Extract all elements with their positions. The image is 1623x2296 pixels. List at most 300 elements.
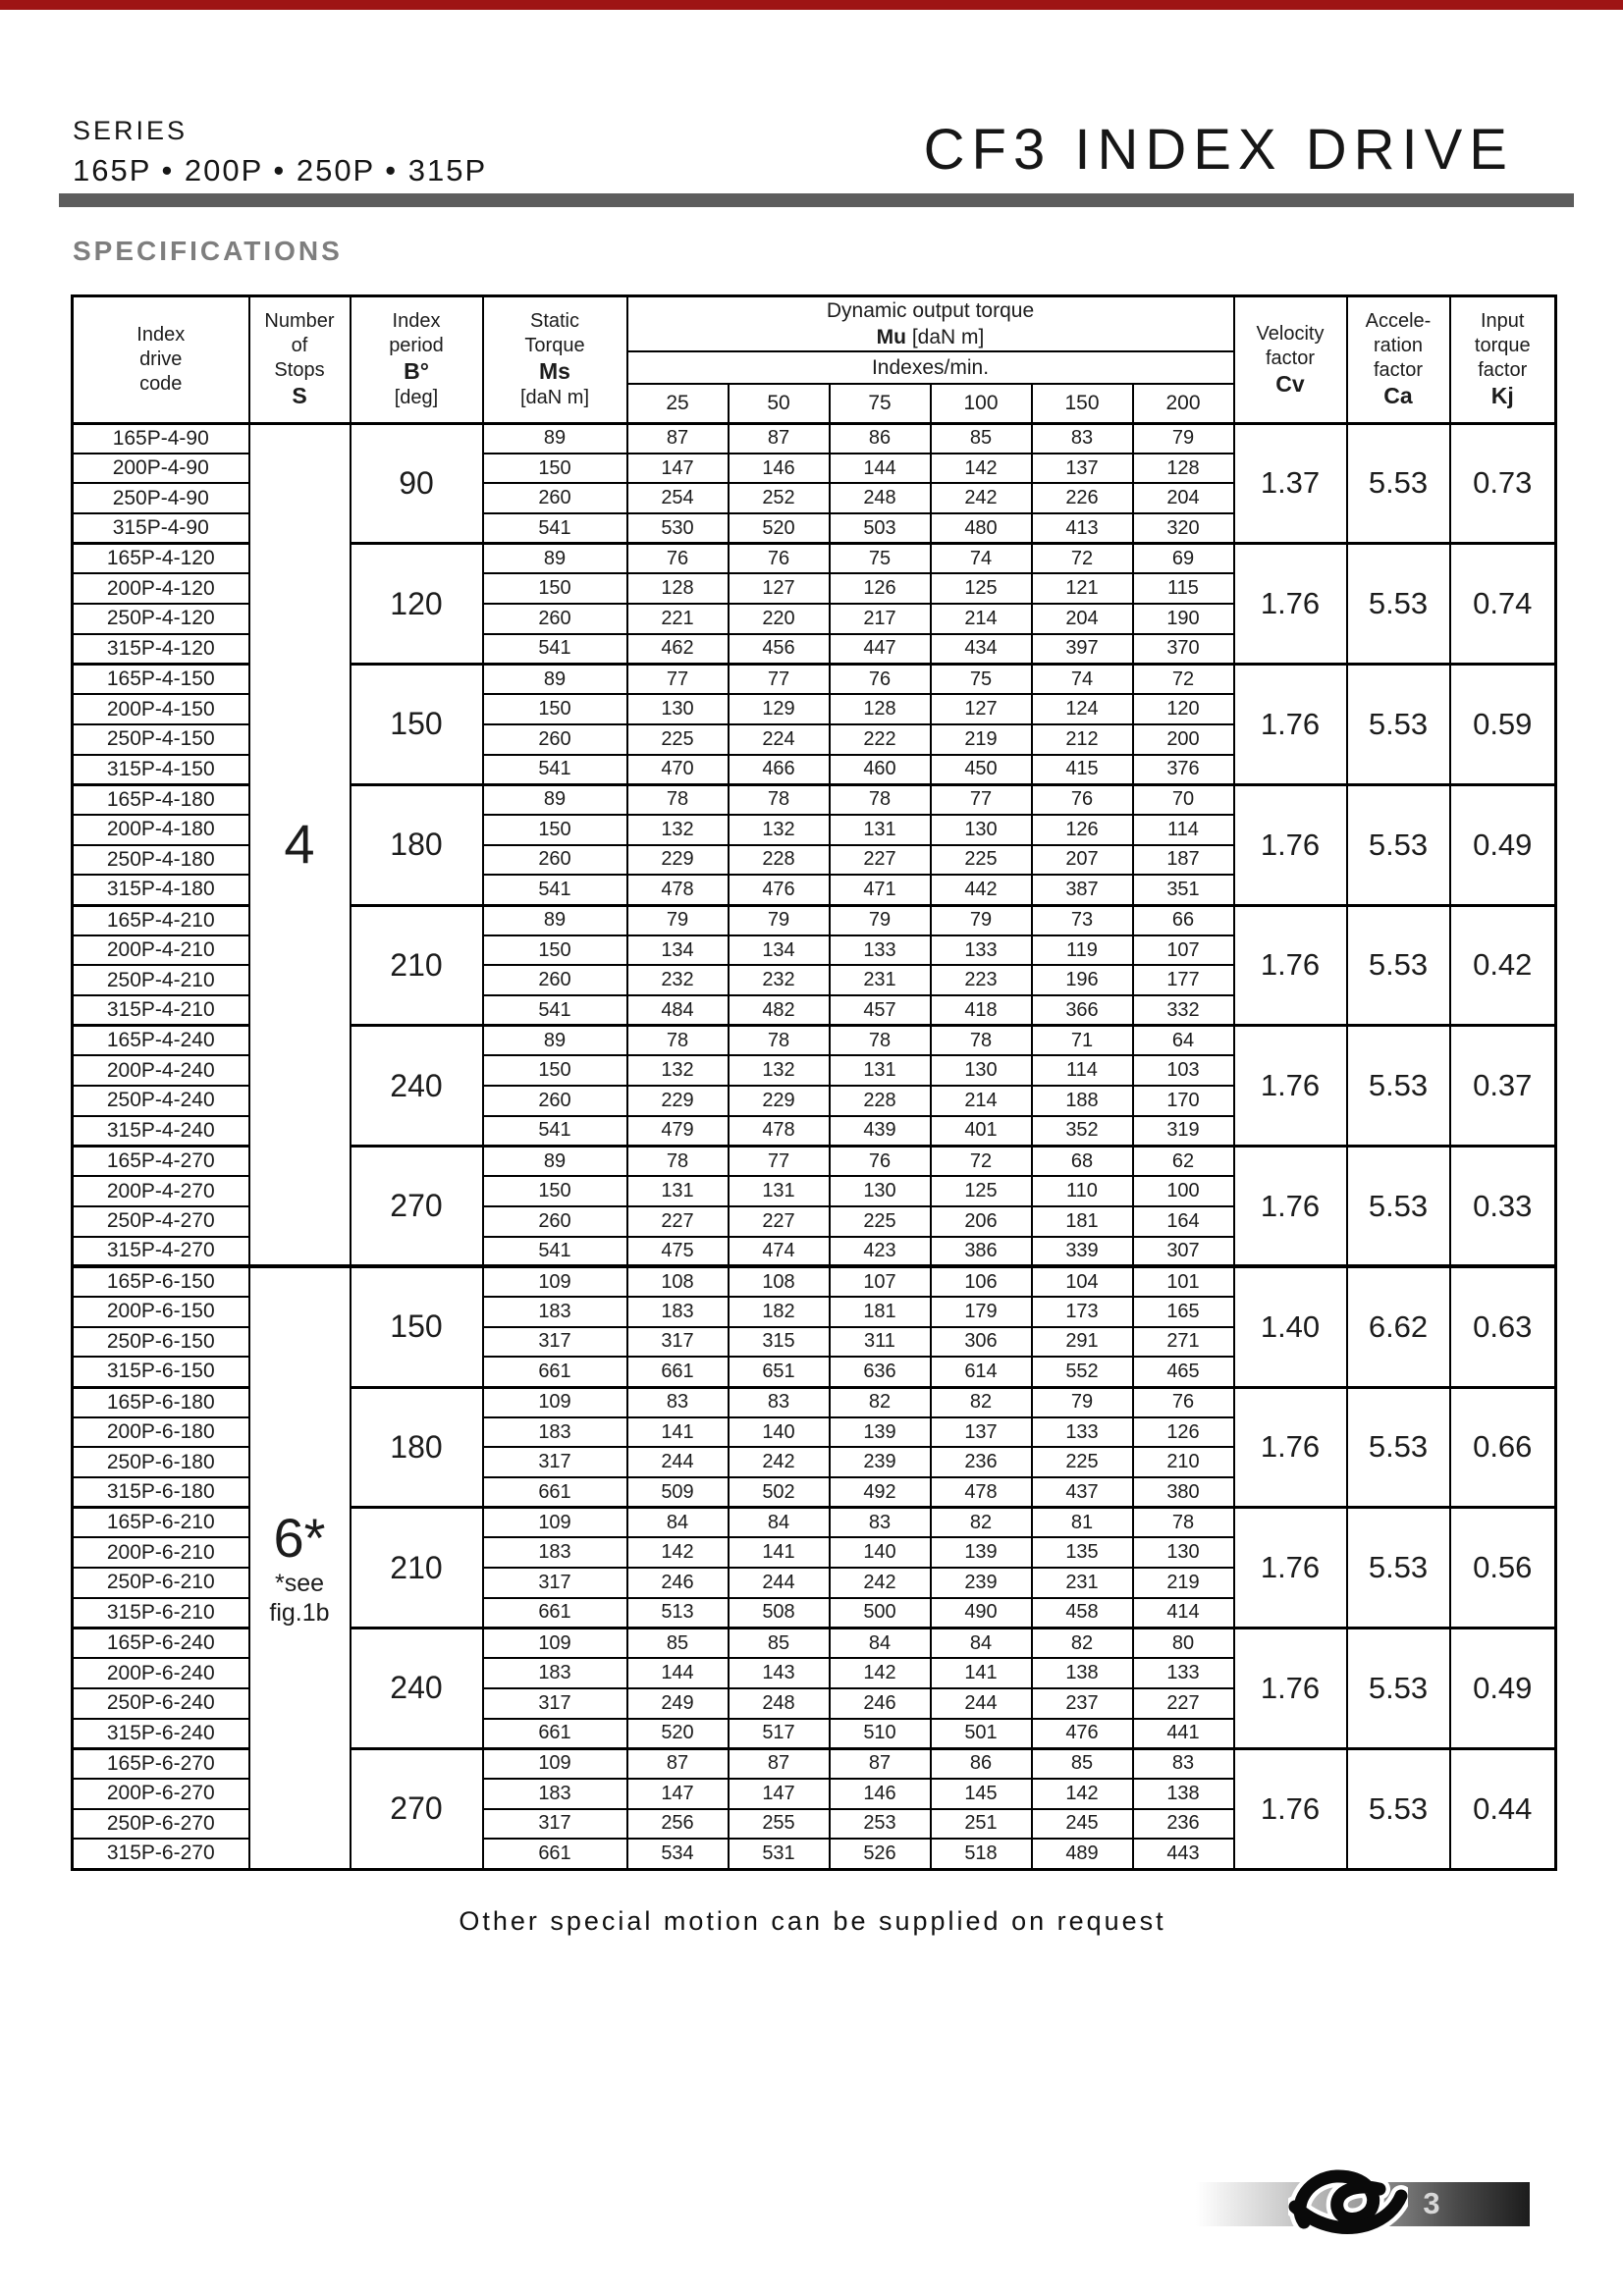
index-drive-code-cell: 165P-4-180: [73, 784, 249, 815]
page-title: CF3 INDEX DRIVE: [923, 118, 1514, 182]
dynamic-torque-cell: 127: [931, 694, 1032, 724]
dynamic-torque-cell: 210: [1133, 1447, 1234, 1477]
index-drive-code-cell: 165P-4-150: [73, 665, 249, 695]
dynamic-torque-cell: 492: [830, 1477, 931, 1508]
col-header-velocity-factor: [1234, 296, 1347, 424]
dynamic-torque-cell: 142: [1032, 1779, 1133, 1809]
dynamic-torque-cell: 229: [729, 1086, 830, 1116]
dynamic-torque-cell: 232: [729, 965, 830, 995]
header-line: drive: [139, 347, 183, 370]
dynamic-torque-cell: 442: [931, 875, 1032, 905]
acceleration-factor-cell: 5.53: [1347, 665, 1450, 785]
dynamic-torque-cell: 108: [627, 1266, 729, 1297]
dynamic-torque-cell: 72: [1133, 665, 1234, 695]
dynamic-torque-cell: 471: [830, 875, 931, 905]
dynamic-torque-cell: 236: [931, 1447, 1032, 1477]
dynamic-torque-cell: 513: [627, 1598, 729, 1629]
header-symbol: Ca: [1383, 383, 1413, 409]
col-header-speed: 150: [1032, 384, 1133, 423]
static-torque-cell: 89: [483, 1147, 627, 1177]
velocity-factor-cell: 1.76: [1234, 544, 1347, 665]
index-drive-code-cell: 315P-4-150: [73, 755, 249, 785]
dynamic-torque-cell: 219: [931, 724, 1032, 755]
dynamic-torque-cell: 636: [830, 1357, 931, 1387]
top-red-bar: [0, 0, 1623, 10]
dynamic-torque-cell: 80: [1133, 1629, 1234, 1659]
dynamic-torque-cell: 227: [627, 1206, 729, 1237]
dynamic-torque-cell: 456: [729, 634, 830, 665]
dynamic-torque-cell: 439: [830, 1116, 931, 1147]
dynamic-torque-cell: 170: [1133, 1086, 1234, 1116]
col-header-number-of-stops: [249, 296, 351, 424]
dynamic-torque-cell: 478: [931, 1477, 1032, 1508]
dynamic-torque-cell: 397: [1032, 634, 1133, 665]
dynamic-torque-cell: 143: [729, 1658, 830, 1688]
dynamic-torque-cell: 85: [729, 1629, 830, 1659]
table-row: [73, 1266, 1556, 1297]
input-torque-factor-cell: 0.42: [1450, 905, 1556, 1026]
index-period-cell: 210: [351, 1508, 483, 1629]
static-torque-cell: 109: [483, 1508, 627, 1538]
dynamic-torque-cell: 141: [627, 1417, 729, 1448]
dynamic-torque-cell: 370: [1133, 634, 1234, 665]
index-period-cell: 180: [351, 784, 483, 905]
static-torque-cell: 541: [483, 513, 627, 544]
dynamic-torque-cell: 311: [830, 1327, 931, 1358]
dynamic-torque-cell: 366: [1032, 995, 1133, 1026]
input-torque-factor-cell: 0.44: [1450, 1748, 1556, 1869]
dynamic-torque-cell: 188: [1032, 1086, 1133, 1116]
acceleration-factor-cell: 5.53: [1347, 1387, 1450, 1508]
dynamic-torque-cell: 78: [627, 784, 729, 815]
stops-cell: [249, 423, 351, 1266]
input-torque-factor-cell: 0.66: [1450, 1387, 1556, 1508]
static-torque-cell: 183: [483, 1658, 627, 1688]
dynamic-torque-cell: 315: [729, 1327, 830, 1358]
static-torque-cell: 183: [483, 1537, 627, 1568]
index-drive-code-cell: 315P-6-270: [73, 1839, 249, 1869]
dynamic-torque-cell: 132: [729, 1055, 830, 1086]
dynamic-torque-cell: 87: [729, 1748, 830, 1779]
dynamic-torque-cell: 227: [830, 845, 931, 876]
static-torque-cell: 541: [483, 1237, 627, 1267]
dynamic-torque-cell: 144: [830, 454, 931, 484]
static-torque-cell: 109: [483, 1629, 627, 1659]
dynamic-torque-cell: 85: [931, 423, 1032, 454]
dynamic-torque-cell: 147: [729, 1779, 830, 1809]
dynamic-torque-cell: 84: [830, 1629, 931, 1659]
dynamic-torque-cell: 64: [1133, 1026, 1234, 1056]
dynamic-torque-cell: 291: [1032, 1327, 1133, 1358]
dynamic-torque-cell: 225: [627, 724, 729, 755]
dynamic-torque-cell: 77: [729, 665, 830, 695]
dynamic-torque-cell: 82: [830, 1387, 931, 1417]
col-header-speed: 50: [729, 384, 830, 423]
static-torque-cell: 89: [483, 423, 627, 454]
dynamic-torque-cell: 475: [627, 1237, 729, 1267]
dynamic-torque-cell: 106: [931, 1266, 1032, 1297]
input-torque-factor-cell: 0.63: [1450, 1266, 1556, 1387]
index-period-cell: 240: [351, 1629, 483, 1749]
dynamic-torque-cell: 70: [1133, 784, 1234, 815]
index-drive-code-cell: 315P-6-240: [73, 1719, 249, 1749]
static-torque-cell: 150: [483, 573, 627, 604]
static-torque-cell: 109: [483, 1387, 627, 1417]
dynamic-torque-cell: 518: [931, 1839, 1032, 1869]
dynamic-torque-cell: 212: [1032, 724, 1133, 755]
dynamic-torque-cell: 207: [1032, 845, 1133, 876]
static-torque-cell: 541: [483, 634, 627, 665]
dynamic-torque-cell: 84: [729, 1508, 830, 1538]
dynamic-torque-cell: 130: [931, 815, 1032, 845]
dynamic-torque-cell: 190: [1133, 604, 1234, 634]
velocity-factor-cell: 1.76: [1234, 784, 1347, 905]
static-torque-cell: 89: [483, 784, 627, 815]
dynamic-torque-cell: 130: [627, 694, 729, 724]
velocity-factor-cell: 1.76: [1234, 1629, 1347, 1749]
col-header-index-period: [351, 296, 483, 424]
dynamic-torque-cell: 352: [1032, 1116, 1133, 1147]
static-torque-cell: 661: [483, 1598, 627, 1629]
static-torque-cell: 661: [483, 1719, 627, 1749]
input-torque-factor-cell: 0.37: [1450, 1026, 1556, 1147]
dynamic-torque-cell: 69: [1133, 544, 1234, 574]
dynamic-torque-cell: 76: [1133, 1387, 1234, 1417]
static-torque-cell: 541: [483, 995, 627, 1026]
dynamic-torque-cell: 79: [1133, 423, 1234, 454]
dynamic-torque-cell: 76: [1032, 784, 1133, 815]
dynamic-torque-cell: 502: [729, 1477, 830, 1508]
velocity-factor-cell: 1.76: [1234, 905, 1347, 1026]
dynamic-torque-cell: 131: [830, 1055, 931, 1086]
dynamic-torque-cell: 478: [627, 875, 729, 905]
header-line: factor: [1265, 347, 1316, 369]
dynamic-torque-cell: 401: [931, 1116, 1032, 1147]
table-row: [73, 423, 1556, 454]
dynamic-torque-cell: 179: [931, 1297, 1032, 1327]
dynamic-torque-cell: 204: [1032, 604, 1133, 634]
dynamic-torque-cell: 125: [931, 573, 1032, 604]
acceleration-factor-cell: 5.53: [1347, 784, 1450, 905]
static-torque-cell: 89: [483, 905, 627, 935]
static-torque-cell: 183: [483, 1779, 627, 1809]
dynamic-torque-cell: 76: [830, 1147, 931, 1177]
dynamic-torque-cell: 614: [931, 1357, 1032, 1387]
index-drive-code-cell: 165P-6-180: [73, 1387, 249, 1417]
header-line: Input: [1481, 310, 1525, 333]
dynamic-torque-cell: 126: [830, 573, 931, 604]
dynamic-torque-cell: 137: [1032, 454, 1133, 484]
dynamic-torque-cell: 231: [830, 965, 931, 995]
index-drive-code-cell: 250P-6-180: [73, 1447, 249, 1477]
index-drive-code-cell: 315P-6-150: [73, 1357, 249, 1387]
index-drive-code-cell: 165P-4-120: [73, 544, 249, 574]
index-drive-code-cell: 315P-4-270: [73, 1237, 249, 1267]
dynamic-torque-cell: 72: [931, 1147, 1032, 1177]
dynamic-torque-cell: 130: [931, 1055, 1032, 1086]
header-line: factor: [1478, 359, 1528, 382]
col-header-speed: 75: [830, 384, 931, 423]
index-drive-code-cell: 165P-4-270: [73, 1147, 249, 1177]
static-torque-cell: 260: [483, 845, 627, 876]
stops-note: *see: [274, 1570, 325, 1598]
dynamic-torque-cell: 75: [931, 665, 1032, 695]
index-drive-code-cell: 200P-4-240: [73, 1055, 249, 1086]
dynamic-torque-cell: 82: [931, 1387, 1032, 1417]
dynamic-torque-cell: 134: [729, 935, 830, 966]
col-header-speed: 25: [627, 384, 729, 423]
header-row: [73, 296, 1556, 352]
dynamic-torque-cell: 466: [729, 755, 830, 785]
dynamic-torque-cell: 133: [1133, 1658, 1234, 1688]
dynamic-torque-cell: 478: [729, 1116, 830, 1147]
dynamic-torque-cell: 226: [1032, 483, 1133, 513]
dynamic-torque-cell: 217: [830, 604, 931, 634]
dynamic-torque-cell: 83: [1032, 423, 1133, 454]
series-models: 165P • 200P • 250P • 315P: [73, 153, 488, 187]
col-header-input-torque-factor: [1450, 296, 1556, 424]
dynamic-torque-cell: 484: [627, 995, 729, 1026]
dynamic-torque-cell: 145: [931, 1779, 1032, 1809]
dynamic-torque-cell: 465: [1133, 1357, 1234, 1387]
index-drive-code-cell: 165P-6-270: [73, 1748, 249, 1779]
stops-note: fig.1b: [269, 1599, 330, 1628]
dynamic-torque-cell: 79: [830, 905, 931, 935]
dynamic-torque-cell: 232: [627, 965, 729, 995]
acceleration-factor-cell: 5.53: [1347, 1508, 1450, 1629]
dynamic-torque-cell: 237: [1032, 1688, 1133, 1719]
dynamic-torque-cell: 231: [1032, 1568, 1133, 1598]
dynamic-torque-cell: 223: [931, 965, 1032, 995]
index-drive-code-cell: 250P-6-210: [73, 1568, 249, 1598]
dynamic-torque-cell: 450: [931, 755, 1032, 785]
dynamic-torque-cell: 138: [1133, 1779, 1234, 1809]
dynamic-torque-cell: 133: [931, 935, 1032, 966]
input-torque-factor-cell: 0.73: [1450, 423, 1556, 544]
dynamic-torque-cell: 87: [830, 1748, 931, 1779]
dynamic-torque-cell: 76: [830, 665, 931, 695]
index-drive-code-cell: 165P-6-210: [73, 1508, 249, 1538]
dynamic-torque-cell: 508: [729, 1598, 830, 1629]
velocity-factor-cell: 1.40: [1234, 1266, 1347, 1387]
static-torque-cell: 150: [483, 1055, 627, 1086]
index-drive-code-cell: 250P-6-240: [73, 1688, 249, 1719]
velocity-factor-cell: 1.76: [1234, 665, 1347, 785]
dynamic-torque-cell: 126: [1032, 815, 1133, 845]
index-period-cell: 90: [351, 423, 483, 544]
dynamic-torque-cell: 129: [729, 694, 830, 724]
index-drive-code-cell: 315P-6-210: [73, 1598, 249, 1629]
col-header-static-torque: [483, 296, 627, 424]
dynamic-torque-cell: 140: [830, 1537, 931, 1568]
dynamic-torque-cell: 510: [830, 1719, 931, 1749]
dynamic-torque-cell: 86: [830, 423, 931, 454]
dynamic-torque-cell: 126: [1133, 1417, 1234, 1448]
dynamic-torque-cell: 254: [627, 483, 729, 513]
dynamic-torque-cell: 83: [729, 1387, 830, 1417]
dynamic-torque-cell: 128: [830, 694, 931, 724]
acceleration-factor-cell: 5.53: [1347, 1748, 1450, 1869]
dynamic-torque-cell: 501: [931, 1719, 1032, 1749]
dynamic-torque-cell: 79: [1032, 1387, 1133, 1417]
velocity-factor-cell: 1.37: [1234, 423, 1347, 544]
dynamic-torque-cell: 251: [931, 1809, 1032, 1840]
dynamic-torque-cell: 252: [729, 483, 830, 513]
dynamic-torque-cell: 380: [1133, 1477, 1234, 1508]
header-unit: [daN m]: [911, 326, 985, 348]
dynamic-torque-cell: 351: [1133, 875, 1234, 905]
dynamic-torque-cell: 68: [1032, 1147, 1133, 1177]
dynamic-torque-cell: 140: [729, 1417, 830, 1448]
dynamic-torque-cell: 182: [729, 1297, 830, 1327]
index-drive-code-cell: 165P-4-240: [73, 1026, 249, 1056]
input-torque-factor-cell: 0.33: [1450, 1147, 1556, 1267]
index-drive-code-cell: 315P-4-210: [73, 995, 249, 1026]
input-torque-factor-cell: 0.49: [1450, 1629, 1556, 1749]
index-period-cell: 120: [351, 544, 483, 665]
dynamic-torque-cell: 78: [729, 1026, 830, 1056]
dynamic-torque-cell: 413: [1032, 513, 1133, 544]
dynamic-torque-cell: 101: [1133, 1266, 1234, 1297]
dynamic-torque-cell: 139: [830, 1417, 931, 1448]
acceleration-factor-cell: 5.53: [1347, 905, 1450, 1026]
dynamic-torque-cell: 248: [729, 1688, 830, 1719]
stops-cell: [249, 1266, 351, 1869]
dynamic-torque-cell: 509: [627, 1477, 729, 1508]
static-torque-cell: 541: [483, 1116, 627, 1147]
dynamic-torque-cell: 78: [627, 1147, 729, 1177]
dynamic-torque-cell: 78: [729, 784, 830, 815]
dynamic-torque-cell: 319: [1133, 1116, 1234, 1147]
dynamic-torque-cell: 520: [729, 513, 830, 544]
dynamic-torque-cell: 306: [931, 1327, 1032, 1358]
dynamic-torque-cell: 651: [729, 1357, 830, 1387]
static-torque-cell: 661: [483, 1357, 627, 1387]
dynamic-torque-cell: 107: [1133, 935, 1234, 966]
dynamic-torque-cell: 387: [1032, 875, 1133, 905]
dynamic-torque-cell: 104: [1032, 1266, 1133, 1297]
dynamic-torque-cell: 503: [830, 513, 931, 544]
dynamic-torque-cell: 196: [1032, 965, 1133, 995]
velocity-factor-cell: 1.76: [1234, 1387, 1347, 1508]
dynamic-torque-cell: 146: [729, 454, 830, 484]
index-drive-code-cell: 165P-4-90: [73, 423, 249, 454]
dynamic-torque-cell: 181: [1032, 1206, 1133, 1237]
static-torque-cell: 260: [483, 1206, 627, 1237]
acceleration-factor-cell: 5.53: [1347, 1147, 1450, 1267]
index-drive-code-cell: 200P-6-180: [73, 1417, 249, 1448]
dynamic-torque-cell: 79: [627, 905, 729, 935]
dynamic-torque-cell: 242: [830, 1568, 931, 1598]
dynamic-torque-cell: 214: [931, 604, 1032, 634]
dynamic-torque-cell: 200: [1133, 724, 1234, 755]
index-period-cell: 150: [351, 1266, 483, 1387]
input-torque-factor-cell: 0.49: [1450, 784, 1556, 905]
dynamic-torque-cell: 320: [1133, 513, 1234, 544]
index-drive-code-cell: 250P-6-150: [73, 1327, 249, 1358]
dynamic-torque-cell: 110: [1032, 1176, 1133, 1206]
col-header-speed: 200: [1133, 384, 1234, 423]
index-period-cell: 240: [351, 1026, 483, 1147]
dynamic-torque-cell: 134: [627, 935, 729, 966]
static-torque-cell: 89: [483, 665, 627, 695]
index-drive-code-cell: 250P-4-210: [73, 965, 249, 995]
dynamic-torque-cell: 460: [830, 755, 931, 785]
static-torque-cell: 661: [483, 1839, 627, 1869]
dynamic-torque-cell: 441: [1133, 1719, 1234, 1749]
dynamic-torque-cell: 307: [1133, 1237, 1234, 1267]
header-symbol: B°: [404, 357, 429, 384]
dynamic-torque-cell: 386: [931, 1237, 1032, 1267]
dynamic-torque-cell: 114: [1133, 815, 1234, 845]
velocity-factor-cell: 1.76: [1234, 1748, 1347, 1869]
dynamic-torque-cell: 239: [830, 1447, 931, 1477]
static-torque-cell: 260: [483, 483, 627, 513]
specifications-table: [71, 294, 1557, 1871]
dynamic-torque-cell: 248: [830, 483, 931, 513]
dynamic-torque-cell: 239: [931, 1568, 1032, 1598]
dynamic-torque-cell: 534: [627, 1839, 729, 1869]
dynamic-torque-cell: 271: [1133, 1327, 1234, 1358]
dynamic-torque-cell: 131: [627, 1176, 729, 1206]
stops-label: 4: [284, 813, 315, 876]
dynamic-torque-cell: 661: [627, 1357, 729, 1387]
static-torque-cell: 109: [483, 1266, 627, 1297]
dynamic-torque-cell: 552: [1032, 1357, 1133, 1387]
header-symbol: Ms: [539, 357, 570, 384]
index-drive-code-cell: 250P-4-270: [73, 1206, 249, 1237]
dynamic-torque-cell: 236: [1133, 1809, 1234, 1840]
dynamic-torque-cell: 520: [627, 1719, 729, 1749]
static-torque-cell: 150: [483, 935, 627, 966]
dynamic-torque-cell: 84: [627, 1508, 729, 1538]
dynamic-torque-cell: 87: [627, 423, 729, 454]
dynamic-torque-cell: 530: [627, 513, 729, 544]
acceleration-factor-cell: 5.53: [1347, 423, 1450, 544]
static-torque-cell: 317: [483, 1327, 627, 1358]
dynamic-torque-cell: 317: [627, 1327, 729, 1358]
dynamic-torque-cell: 78: [627, 1026, 729, 1056]
dynamic-torque-cell: 142: [830, 1658, 931, 1688]
dynamic-torque-cell: 141: [931, 1658, 1032, 1688]
header-line: Index: [392, 309, 441, 332]
dynamic-torque-cell: 482: [729, 995, 830, 1026]
index-drive-code-cell: 200P-6-150: [73, 1297, 249, 1327]
dynamic-torque-cell: 474: [729, 1237, 830, 1267]
acceleration-factor-cell: 5.53: [1347, 1629, 1450, 1749]
dynamic-torque-cell: 142: [627, 1537, 729, 1568]
dynamic-torque-cell: 81: [1032, 1508, 1133, 1538]
dynamic-torque-cell: 526: [830, 1839, 931, 1869]
dynamic-torque-cell: 79: [931, 905, 1032, 935]
dynamic-torque-cell: 78: [830, 1026, 931, 1056]
header-line: Torque: [524, 334, 585, 356]
dynamic-torque-cell: 339: [1032, 1237, 1133, 1267]
dynamic-torque-cell: 141: [729, 1537, 830, 1568]
col-header-index-drive-code: [73, 296, 249, 424]
static-torque-cell: 109: [483, 1748, 627, 1779]
dynamic-torque-cell: 142: [931, 454, 1032, 484]
dynamic-torque-cell: 221: [627, 604, 729, 634]
static-torque-cell: 150: [483, 454, 627, 484]
index-period-cell: 180: [351, 1387, 483, 1508]
index-period-cell: 270: [351, 1147, 483, 1267]
header-line: Static: [529, 309, 580, 332]
dynamic-torque-cell: 120: [1133, 694, 1234, 724]
header-line: Index: [136, 323, 186, 346]
dynamic-torque-cell: 437: [1032, 1477, 1133, 1508]
dynamic-torque-cell: 245: [1032, 1809, 1133, 1840]
